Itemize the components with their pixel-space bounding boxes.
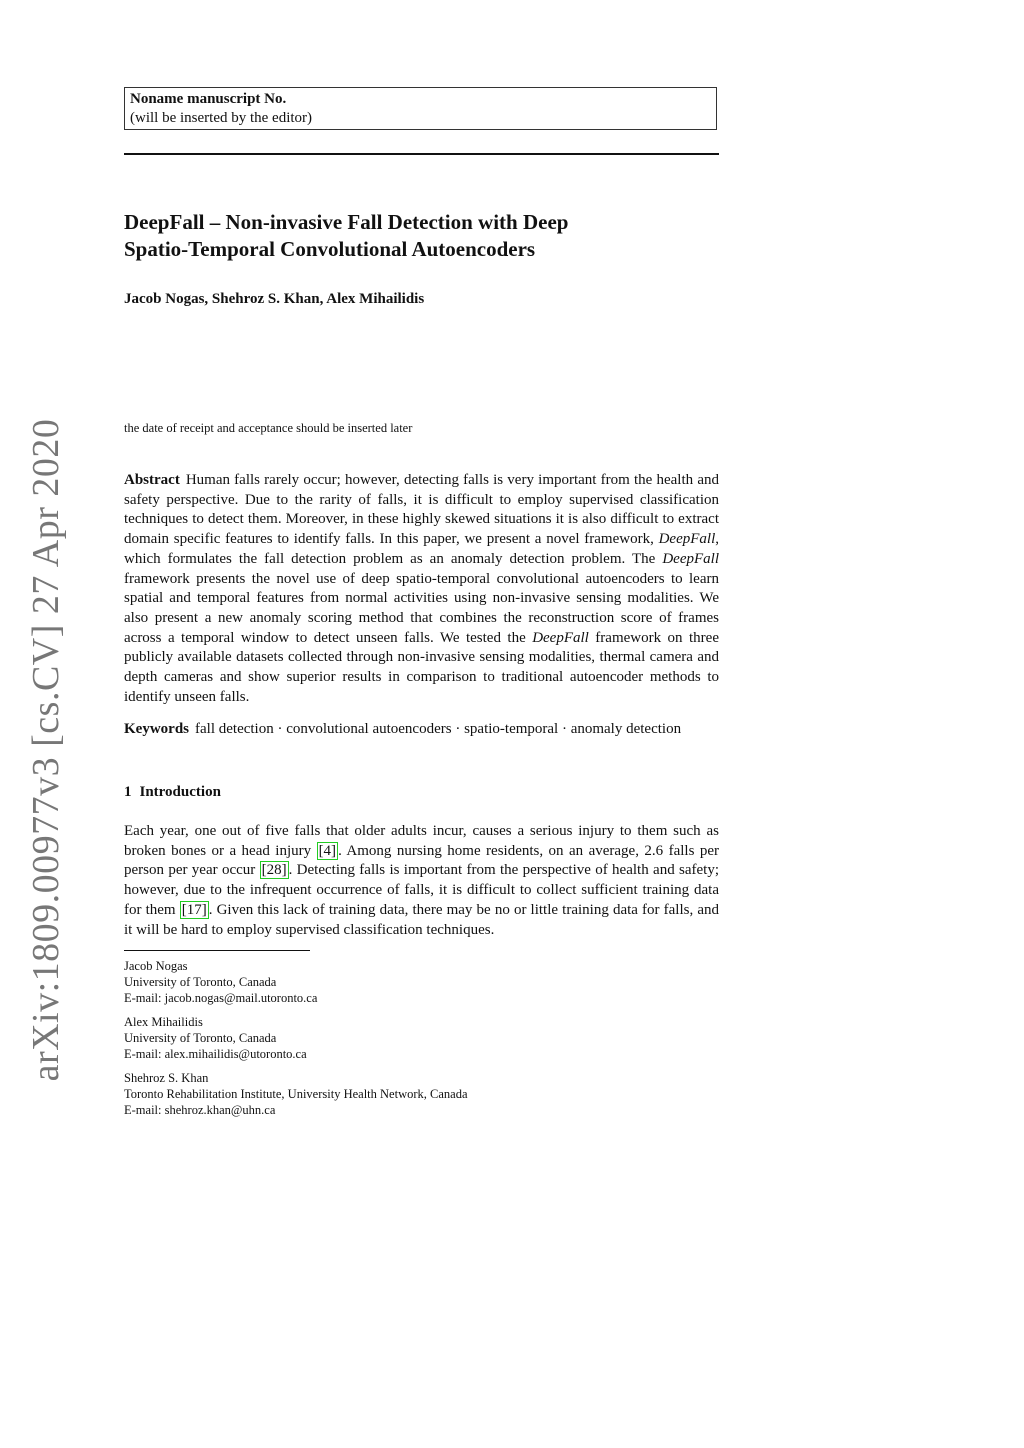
affiliation-block <box>124 1070 719 1118</box>
title-line-2: Spatio-Temporal Convolutional Autoencoders <box>124 237 536 261</box>
affiliation-org: University of Toronto, Canada <box>124 1031 277 1045</box>
abstract-emphasis-2: DeepFall <box>662 550 719 567</box>
abstract <box>124 471 719 707</box>
intro-text-1: Each year, one out of five falls that older adults incur, causes a serious injury to them such as broken bones or a head injury <box>124 823 719 859</box>
abstract-text-2: , which formulates the fall detection problem as an anomaly detection problem. The <box>124 531 719 567</box>
manuscript-box <box>124 87 717 130</box>
abstract-emphasis-3: DeepFall <box>532 629 589 646</box>
abstract-label: Abstract <box>124 472 180 488</box>
affiliation-block <box>124 1014 719 1062</box>
manuscript-note: (will be inserted by the editor) <box>130 110 313 126</box>
intro-text-4: . Given this lack of training data, there may be no or little training data for falls, and it will be hard to employ supervised classification techniques. <box>124 901 720 938</box>
footnote-rule <box>124 950 310 951</box>
received-note: the date of receipt and acceptance should be inserted later <box>124 421 413 435</box>
affiliation-name: Jacob Nogas <box>124 959 188 973</box>
abstract-text-4: framework on three publicly available datasets collected through non-invasive sensing modalities, thermal camera and depth cameras and show superior results in comparison to traditional autoencoder methods to identify unseen falls. <box>124 629 719 705</box>
affiliation-block <box>124 958 719 1006</box>
affiliation-email: E-mail: alex.mihailidis@utoronto.ca <box>124 1047 307 1061</box>
citation-link[interactable]: [28] <box>261 862 287 879</box>
affiliation-email: E-mail: jacob.nogas@mail.utoronto.ca <box>124 991 318 1005</box>
intro-text-2: . Among nursing home residents, on an average, 2.6 falls per person per year occur <box>124 842 719 879</box>
citation-link[interactable]: [4] <box>318 842 337 859</box>
affiliation-email: E-mail: shehroz.khan@uhn.ca <box>124 1103 276 1117</box>
affiliation-org: Toronto Rehabilitation Institute, University Health Network, Canada <box>124 1087 468 1101</box>
citation-link[interactable]: [17] <box>181 901 207 918</box>
keywords <box>124 720 719 739</box>
header-rule <box>124 153 719 155</box>
title-line-1: DeepFall – Non-invasive Fall Detection with Deep <box>124 210 569 234</box>
affiliation-name: Shehroz S. Khan <box>124 1071 209 1085</box>
introduction-paragraph <box>124 822 719 940</box>
section-heading <box>124 783 719 802</box>
paper-title <box>124 209 719 263</box>
affiliation-name: Alex Mihailidis <box>124 1015 203 1029</box>
section-title: Introduction <box>139 784 221 800</box>
manuscript-label: Noname manuscript No. <box>130 91 287 107</box>
keywords-label: Keywords <box>124 721 189 737</box>
affiliation-org: University of Toronto, Canada <box>124 975 277 989</box>
intro-text-3: . Detecting falls is important from the perspective of health and safety; however, due to the infrequent occurrence of falls, it is difficult to collect sufficient training data for them <box>124 862 720 918</box>
author-list: Jacob Nogas, Shehroz S. Khan, Alex Mihailidis <box>124 291 425 307</box>
abstract-text-1: Human falls rarely occur; however, detecting falls is very important from the health and safety perspective. Due to the rarity of falls, it is difficult to employ supervised classification techniques to detect them. Moreover, in these highly skewed situations it is also difficult to extract domain specific features to identify falls. In this paper, we present a novel framework, <box>124 472 719 548</box>
abstract-emphasis-1: DeepFall <box>658 531 716 548</box>
abstract-text-3: framework presents the novel use of deep spatio-temporal convolutional autoencoders to learn spatial and temporal features from normal activities using non-invasive sensing modalities. We also present a new anomaly scoring method that combines the reconstruction score of frames across a temporal window to detect unseen falls. We tested the <box>124 570 719 646</box>
keywords-text: fall detection · convolutional autoencoders · spatio-temporal · anomaly detection <box>195 721 682 737</box>
arxiv-identifier: arXiv:1809.00977v3 [cs.CV] 27 Apr 2020 <box>25 418 67 1082</box>
section-number: 1 <box>124 784 132 800</box>
arxiv-sidebar <box>25 418 67 1082</box>
